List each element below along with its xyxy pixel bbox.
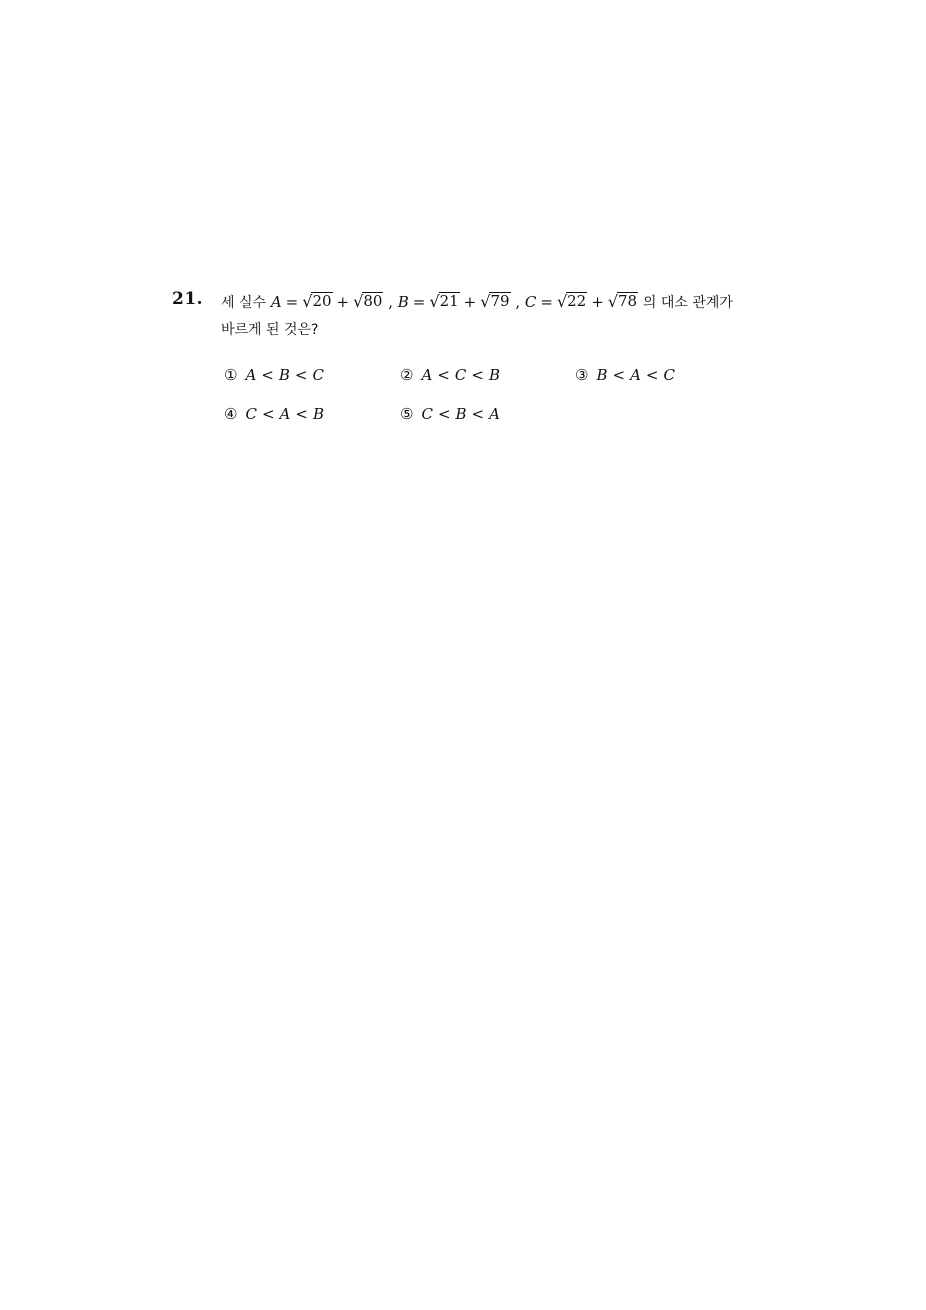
equals-sign: = [285, 293, 299, 311]
choice-5[interactable] [400, 405, 500, 423]
plus-sign: + [463, 293, 477, 311]
less-than: < [612, 366, 626, 384]
equals-sign: = [412, 293, 426, 311]
choice-var: A [245, 366, 257, 384]
question-stem [221, 288, 781, 344]
choice-number: ① [224, 366, 238, 384]
choice-var: C [421, 405, 433, 423]
less-than: < [261, 405, 275, 423]
choice-var: B [455, 405, 467, 423]
variable-b: B [397, 293, 409, 311]
sqrt-b2 [480, 290, 510, 310]
sqrt-a2 [353, 290, 383, 310]
choice-var: B [596, 366, 608, 384]
choice-number: ③ [575, 366, 589, 384]
choice-var: A [489, 405, 500, 423]
choice-4[interactable] [224, 405, 324, 423]
choice-var: A [279, 405, 291, 423]
choice-expression [421, 366, 500, 384]
plus-sign: + [336, 293, 350, 311]
choice-expression [596, 366, 675, 384]
sqrt-b1 [429, 290, 459, 310]
radicand: 78 [618, 292, 638, 310]
radicand: 79 [490, 292, 510, 310]
radicand: 80 [363, 292, 383, 310]
less-than: < [471, 405, 485, 423]
sqrt-icon: √ [607, 292, 619, 311]
choice-expression [245, 405, 324, 423]
plus-sign: + [591, 293, 604, 311]
radicand: 20 [312, 292, 332, 310]
sqrt-icon: √ [429, 292, 440, 311]
question-line-2: 바르게 된 것은? [221, 322, 319, 338]
choice-var: C [312, 366, 324, 384]
less-than: < [261, 366, 274, 384]
choice-number: ④ [224, 405, 238, 423]
choice-var: B [488, 366, 500, 384]
variable-c: C [524, 293, 537, 311]
comma: , [388, 293, 393, 311]
question-intro: 세 실수 [221, 295, 267, 311]
sqrt-a1 [302, 290, 332, 310]
choice-3[interactable] [575, 366, 675, 384]
equation-c [525, 293, 643, 311]
choice-1[interactable] [224, 366, 324, 384]
choice-var: B [312, 405, 324, 423]
choice-var: C [663, 366, 675, 384]
choice-number: ② [400, 366, 414, 384]
question-tail: 의 대소 관계가 [642, 295, 733, 311]
choice-var: A [630, 366, 641, 384]
less-than: < [437, 366, 450, 384]
choice-var: A [421, 366, 433, 384]
choice-number: ⑤ [400, 405, 414, 423]
sqrt-c1 [557, 290, 587, 310]
equation-a [271, 293, 388, 311]
less-than: < [294, 366, 308, 384]
choice-var: C [245, 405, 257, 423]
radicand: 22 [567, 292, 587, 310]
question-number: 21. [172, 289, 204, 309]
less-than: < [645, 366, 659, 384]
choice-expression [245, 366, 324, 384]
radicand: 21 [439, 292, 459, 310]
question-line-1 [221, 288, 781, 316]
sqrt-icon: √ [302, 292, 313, 311]
sqrt-c2 [608, 290, 638, 310]
equals-sign: = [540, 293, 553, 311]
less-than: < [295, 405, 308, 423]
sqrt-icon: √ [480, 292, 491, 311]
sqrt-icon: √ [556, 292, 568, 311]
choice-var: B [278, 366, 290, 384]
comma: , [515, 293, 521, 311]
less-than: < [437, 405, 451, 423]
choice-expression [421, 405, 500, 423]
choice-2[interactable] [400, 366, 500, 384]
answer-choices [224, 366, 744, 446]
sqrt-icon: √ [353, 292, 364, 311]
less-than: < [471, 366, 484, 384]
equation-b [398, 293, 516, 311]
choice-var: C [454, 366, 467, 384]
variable-a: A [270, 293, 282, 311]
